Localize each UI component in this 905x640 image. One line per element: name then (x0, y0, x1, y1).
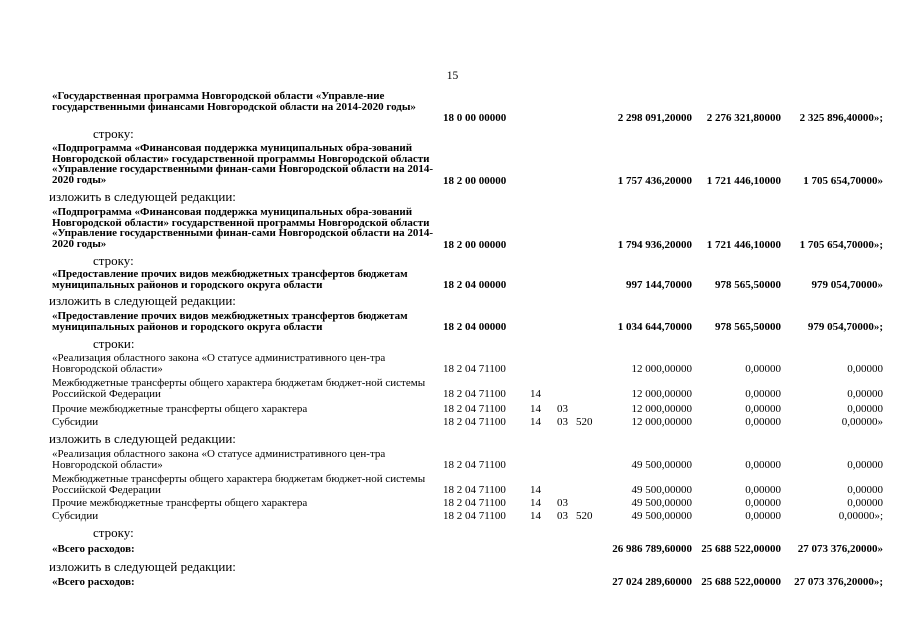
row-description: Прочие межбюджетные трансферты общего характера (52, 403, 308, 415)
table-row (0, 142, 905, 187)
table-row (0, 377, 905, 400)
row-description: Субсидии (52, 510, 99, 522)
row-value-3: 1 705 654,70000»; (799, 239, 883, 251)
row-value-3: 27 073 376,20000»; (794, 576, 883, 588)
row-value-2: 2 276 321,80000 (706, 112, 781, 124)
row-value-2: 0,00000 (745, 388, 781, 400)
row-value-1: 49 500,00000 (631, 497, 692, 509)
row-code: 18 2 04 00000 (443, 279, 507, 291)
row-section: 14 (530, 388, 541, 400)
row-code: 18 2 00 00000 (443, 239, 507, 251)
row-value-2: 0,00000 (745, 403, 781, 415)
intro-label: строки: (93, 336, 135, 351)
row-value-1: 1 034 644,70000 (617, 321, 692, 333)
row-value-1: 26 986 789,60000 (612, 543, 692, 555)
row-code: 18 2 04 71100 (443, 403, 506, 415)
row-code: 18 2 04 71100 (443, 363, 506, 375)
row-section: 14 (530, 510, 541, 522)
table-row (0, 352, 905, 375)
row-description: «Государственная программа Новгородской области «Управле-ние государственными финансами Новгородской области на 2014-2020 годы» (52, 90, 416, 113)
table-row (0, 403, 905, 415)
row-value-2: 0,00000 (745, 459, 781, 471)
row-description: Межбюджетные трансферты общего характера бюджетам бюджет-ной системы Российской Федерации (52, 377, 426, 400)
row-value-1: 2 298 091,20000 (617, 112, 692, 124)
row-value-3: 1 705 654,70000» (803, 175, 883, 187)
intro-label: строку: (93, 253, 134, 268)
row-value-2: 0,00000 (745, 484, 781, 496)
intro-label: изложить в следующей редакции: (49, 189, 236, 204)
row-value-3: 27 073 376,20000» (797, 543, 883, 555)
row-subsection: 03 (557, 510, 568, 522)
intro-label: изложить в следующей редакции: (49, 293, 236, 308)
row-code: 18 2 04 71100 (443, 416, 506, 428)
row-description: «Реализация областного закона «О статусе административного цен-тра Новгородской области» (52, 448, 386, 471)
row-value-1: 12 000,00000 (631, 403, 692, 415)
table-row (0, 543, 905, 555)
row-description: «Предоставление прочих видов межбюджетных трансфертов бюджетам муниципальных районов и городского округа области (52, 310, 408, 333)
row-description: «Предоставление прочих видов межбюджетных трансфертов бюджетам муниципальных районов и городского округа области (52, 268, 408, 291)
row-code: 18 2 04 71100 (443, 388, 506, 400)
row-value-3: 0,00000 (847, 459, 883, 471)
row-value-3: 979 054,70000»; (807, 321, 883, 333)
table-row (0, 473, 905, 496)
row-subsection: 03 (557, 416, 568, 428)
row-code: 18 2 04 71100 (443, 459, 506, 471)
row-value-2: 1 721 446,10000 (706, 239, 781, 251)
row-value-1: 49 500,00000 (631, 459, 692, 471)
row-value-2: 25 688 522,00000 (701, 543, 781, 555)
row-subsection: 03 (557, 497, 568, 509)
row-value-3: 0,00000 (847, 497, 883, 509)
intro-label: изложить в следующей редакции: (49, 431, 236, 446)
row-value-3: 0,00000 (847, 363, 883, 375)
row-value-3: 0,00000 (847, 484, 883, 496)
row-description: Межбюджетные трансферты общего характера бюджетам бюджет-ной системы Российской Федерации (52, 473, 426, 496)
row-value-2: 0,00000 (745, 510, 781, 522)
table-row (0, 206, 905, 251)
table-row (0, 90, 905, 124)
row-value-1: 997 144,70000 (626, 279, 692, 291)
table-row (0, 310, 905, 333)
intro-label: строку: (93, 525, 134, 540)
row-value-2: 0,00000 (745, 497, 781, 509)
row-description: «Подпрограмма «Финансовая поддержка муниципальных обра-зований Новгородской области» государственной программы Новгородской области «Управление государственными финан-сами Новгородской области на 2014-2020 годы» (52, 142, 434, 186)
row-code: 18 0 00 00000 (443, 112, 507, 124)
row-subsection: 03 (557, 403, 568, 415)
row-value-3: 0,00000»; (838, 510, 883, 522)
table-row (0, 510, 905, 522)
row-value-1: 12 000,00000 (631, 388, 692, 400)
table-row (0, 497, 905, 509)
row-value-1: 12 000,00000 (631, 416, 692, 428)
intro-label: строку: (93, 126, 134, 141)
row-description: Субсидии (52, 416, 99, 428)
row-description: Прочие межбюджетные трансферты общего характера (52, 497, 308, 509)
row-value-1: 27 024 289,60000 (612, 576, 692, 588)
row-value-3: 0,00000» (841, 416, 883, 428)
table-row (0, 416, 905, 428)
row-description: «Всего расходов: (52, 576, 135, 588)
row-value-1: 1 794 936,20000 (617, 239, 692, 251)
row-code: 18 2 04 71100 (443, 497, 506, 509)
row-code: 18 2 04 71100 (443, 484, 506, 496)
row-value-2: 0,00000 (745, 363, 781, 375)
row-value-1: 49 500,00000 (631, 484, 692, 496)
row-value-1: 12 000,00000 (631, 363, 692, 375)
table-row (0, 268, 905, 291)
row-value-2: 978 565,50000 (715, 279, 781, 291)
table-row (0, 448, 905, 471)
row-code: 18 2 04 71100 (443, 510, 506, 522)
row-value-3: 2 325 896,40000»; (799, 112, 883, 124)
intro-label: изложить в следующей редакции: (49, 559, 236, 574)
row-expense-type: 520 (576, 510, 593, 522)
row-expense-type: 520 (576, 416, 593, 428)
row-description: «Реализация областного закона «О статусе административного цен-тра Новгородской области» (52, 352, 386, 375)
row-section: 14 (530, 416, 541, 428)
table-row (0, 576, 905, 588)
row-section: 14 (530, 497, 541, 509)
row-section: 14 (530, 484, 541, 496)
row-description: «Подпрограмма «Финансовая поддержка муниципальных обра-зований Новгородской области» государственной программы Новгородской области «Управление государственными финан-сами Новгородской области на 2014-2020 годы» (52, 206, 434, 250)
row-value-1: 1 757 436,20000 (617, 175, 692, 187)
row-value-2: 0,00000 (745, 416, 781, 428)
row-code: 18 2 00 00000 (443, 175, 507, 187)
page-number: 15 (446, 70, 459, 82)
row-value-3: 0,00000 (847, 403, 883, 415)
row-value-1: 49 500,00000 (631, 510, 692, 522)
row-description: «Всего расходов: (52, 543, 135, 555)
row-value-3: 0,00000 (847, 388, 883, 400)
row-value-3: 979 054,70000» (811, 279, 883, 291)
row-value-2: 25 688 522,00000 (701, 576, 781, 588)
row-section: 14 (530, 403, 541, 415)
row-code: 18 2 04 00000 (443, 321, 507, 333)
row-value-2: 1 721 446,10000 (706, 175, 781, 187)
row-value-2: 978 565,50000 (715, 321, 781, 333)
